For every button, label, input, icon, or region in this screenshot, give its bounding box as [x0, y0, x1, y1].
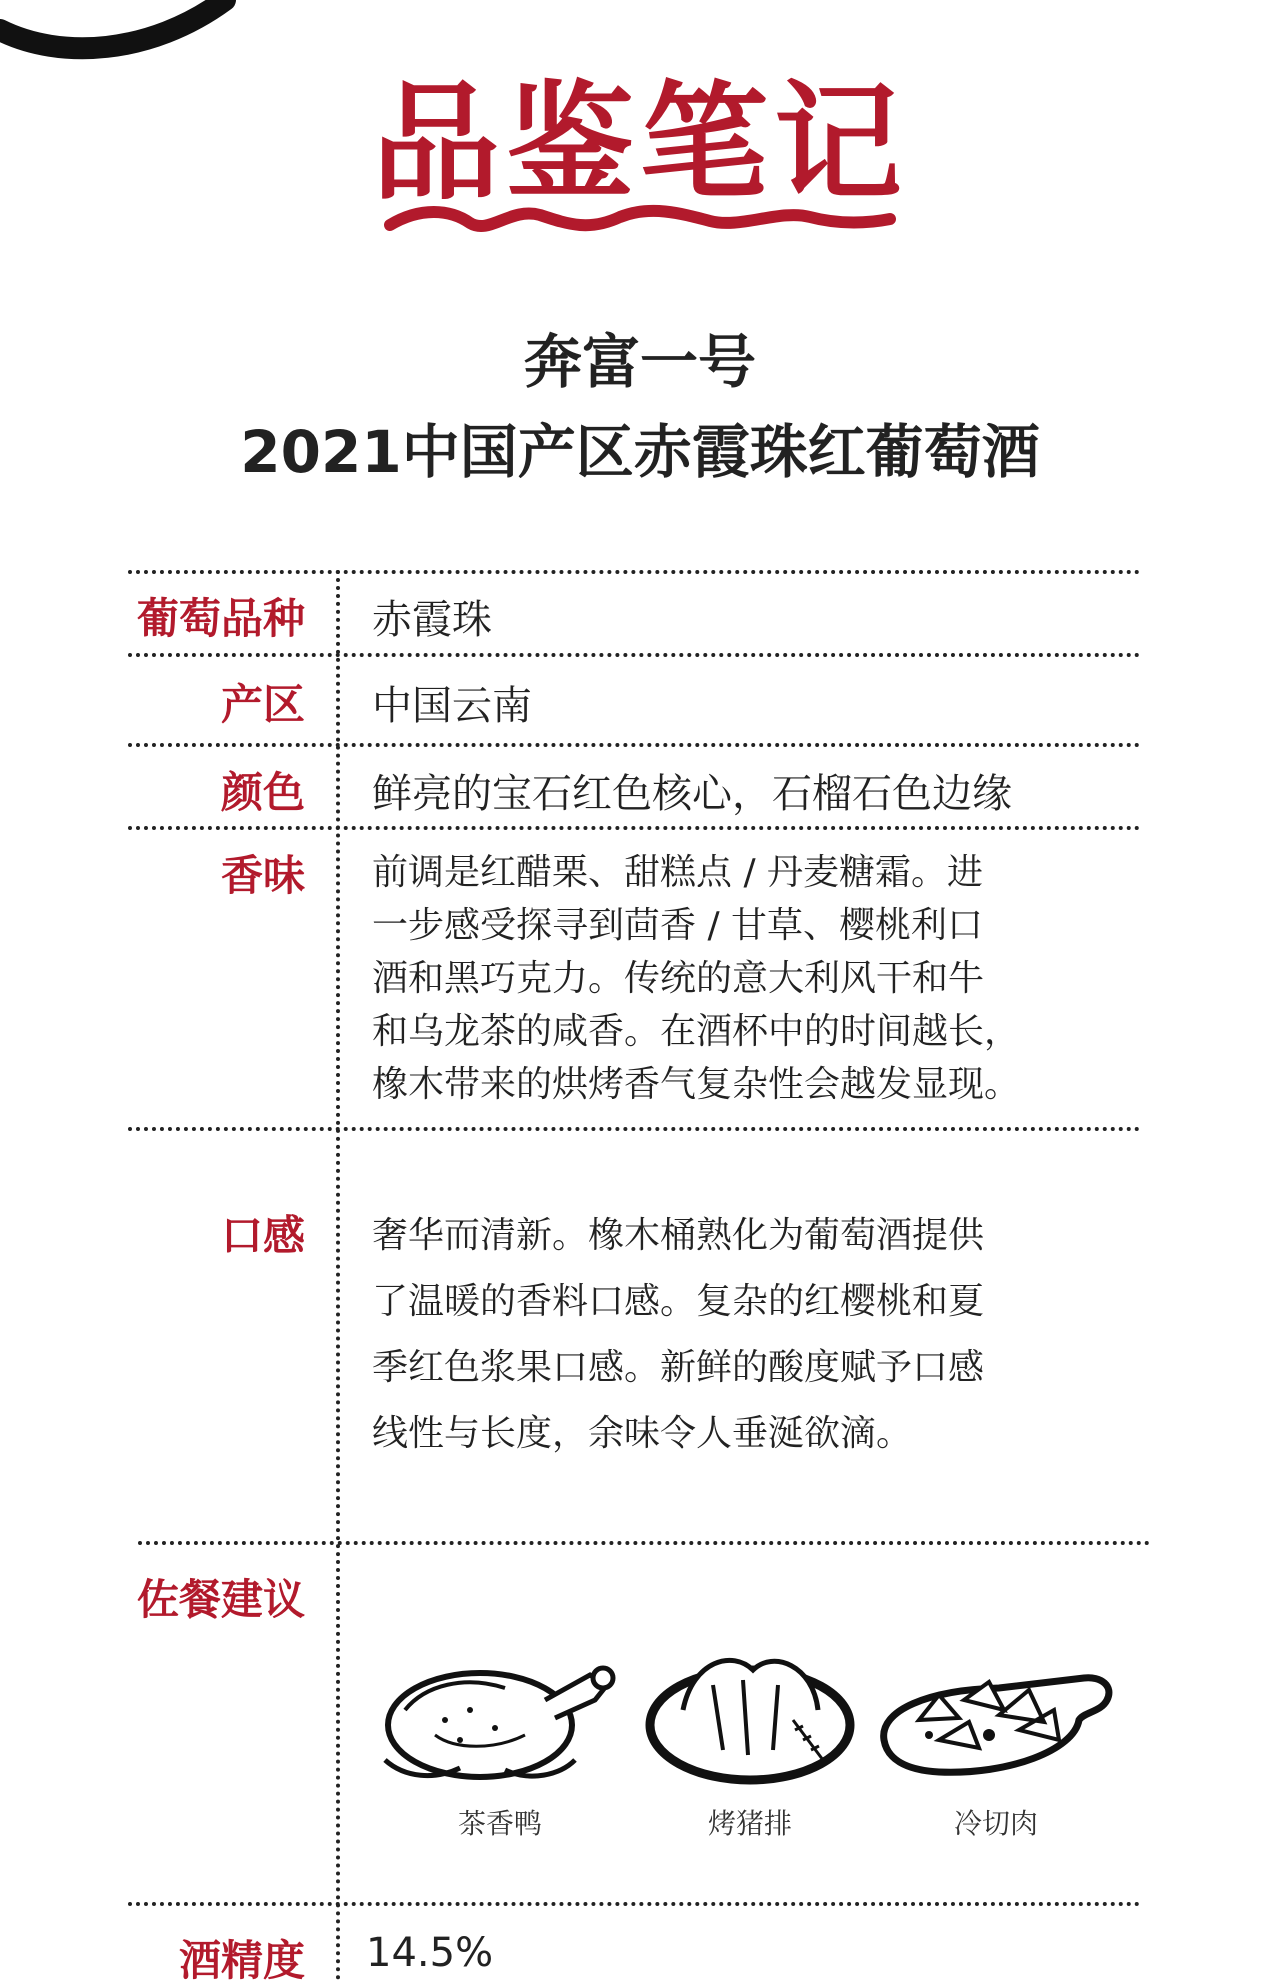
color-value: 鲜亮的宝石红色核心，石榴石色边缘	[372, 771, 1012, 817]
wine-full-name: 2021中国产区赤霞珠红葡萄酒	[240, 418, 1040, 486]
aroma-line: 和乌龙茶的咸香。在酒杯中的时间越长，	[372, 1011, 1021, 1052]
column-divider	[336, 570, 340, 1981]
food-caption: 冷切肉	[953, 1807, 1038, 1840]
palate-label: 口感	[220, 1211, 305, 1260]
aroma-text	[372, 846, 1092, 1111]
palate-line: 季红色浆果口感。新鲜的酸度赋予口感	[372, 1347, 985, 1388]
region-value: 中国云南	[372, 683, 532, 729]
abv-value: 14.5%	[366, 1930, 494, 1976]
palate-line: 线性与长度，余味令人垂涎欲滴。	[372, 1413, 913, 1454]
cold-cuts-icon	[869, 1640, 1124, 1790]
food-item-pork	[640, 1630, 860, 1842]
palate-text	[372, 1203, 1092, 1467]
food-caption: 茶香鸭	[457, 1807, 542, 1840]
grape-label: 葡萄品种	[136, 594, 305, 643]
divider	[128, 826, 1140, 830]
grape-value: 赤霞珠	[372, 597, 492, 643]
aroma-label: 香味	[220, 851, 305, 900]
divider	[128, 1902, 1140, 1906]
divider	[138, 1541, 1150, 1545]
aroma-line: 前调是红醋栗、甜糕点 / 丹麦糖霜。进	[372, 852, 984, 893]
pairing-label: 佐餐建议	[136, 1575, 305, 1624]
palate-line: 了温暖的香料口感。复杂的红樱桃和夏	[372, 1281, 985, 1322]
aroma-line: 酒和黑巧克力。传统的意大利风干和牛	[372, 958, 985, 999]
aroma-line: 橡木带来的烘烤香气复杂性会越发显现。	[372, 1064, 1021, 1105]
palate-line: 奢华而清新。橡木桶熟化为葡萄酒提供	[372, 1215, 985, 1256]
divider	[128, 743, 1140, 747]
pork-chop-icon	[643, 1630, 858, 1790]
region-label: 产区	[220, 680, 305, 729]
divider	[128, 653, 1140, 657]
roast-duck-icon	[375, 1640, 625, 1790]
color-label: 颜色	[220, 768, 305, 817]
divider	[128, 1127, 1140, 1131]
wine-name: 奔富一号	[523, 328, 756, 396]
food-item-cold-cuts	[866, 1640, 1126, 1842]
aroma-line: 一步感受探寻到茴香 / 甘草、樱桃利口	[372, 905, 984, 946]
food-caption: 烤猪排	[707, 1807, 792, 1840]
food-item-duck	[370, 1640, 630, 1842]
abv-label: 酒精度	[178, 1936, 305, 1985]
title-underline-squiggle	[380, 195, 900, 245]
divider	[128, 570, 1140, 574]
page-title: 品鉴笔记	[371, 69, 908, 218]
